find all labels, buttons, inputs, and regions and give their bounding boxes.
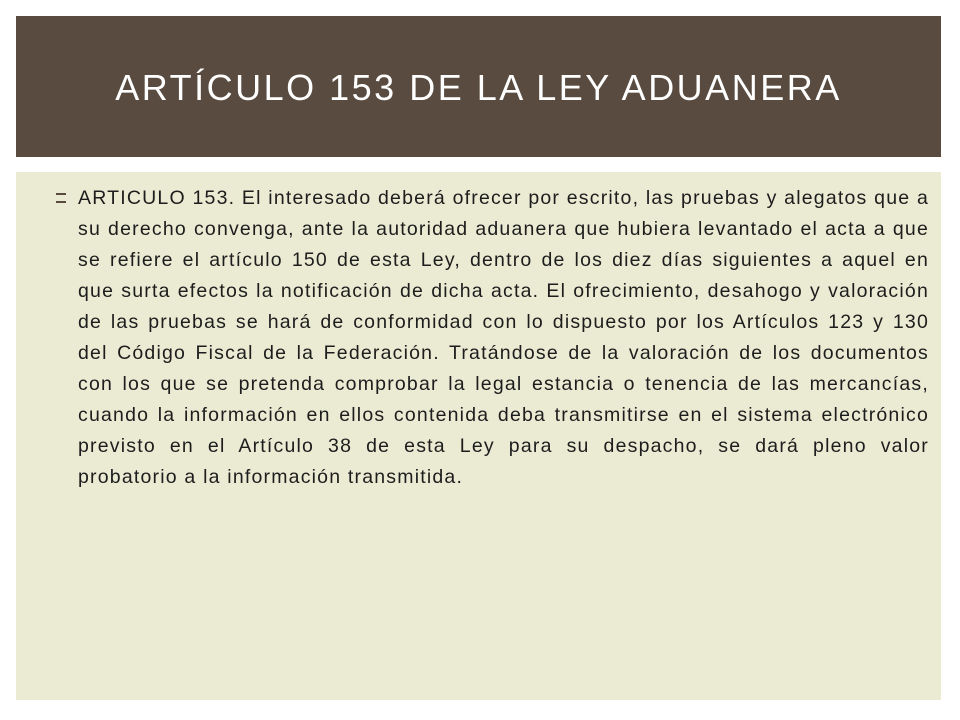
bullet-text: ARTICULO 153. El interesado deberá ofrecer por escrito, las pruebas y alegatos que a su derecho convenga, ante la autoridad aduanera que hubiera levantado el acta a que se refiere el artículo 150 de esta Ley, dentro de los diez días siguientes a aquel en que surta efectos la notificación de dicha acta. El ofrecimiento, desahogo y valoración de las pruebas se hará de conformidad con lo dispuesto por los Artículos 123 y 130 del Código Fiscal de la Federación. Tratándose de la valoración de los documentos con los que se pretenda comprobar la legal estancia o tenencia de las mercancías, cuando la información en ellos contenida deba transmitirse en el sistema electrónico previsto en el Artículo 38 de esta Ley para su despacho, se dará pleno valor probatorio a la información transmitida.	[78, 187, 929, 488]
slide-title: ARTÍCULO 153 DE LA LEY ADUANERA	[115, 66, 842, 108]
bullet-item	[56, 183, 929, 493]
title-bar	[16, 16, 941, 157]
content-panel	[16, 172, 941, 700]
list-bullet-icon	[56, 193, 66, 203]
